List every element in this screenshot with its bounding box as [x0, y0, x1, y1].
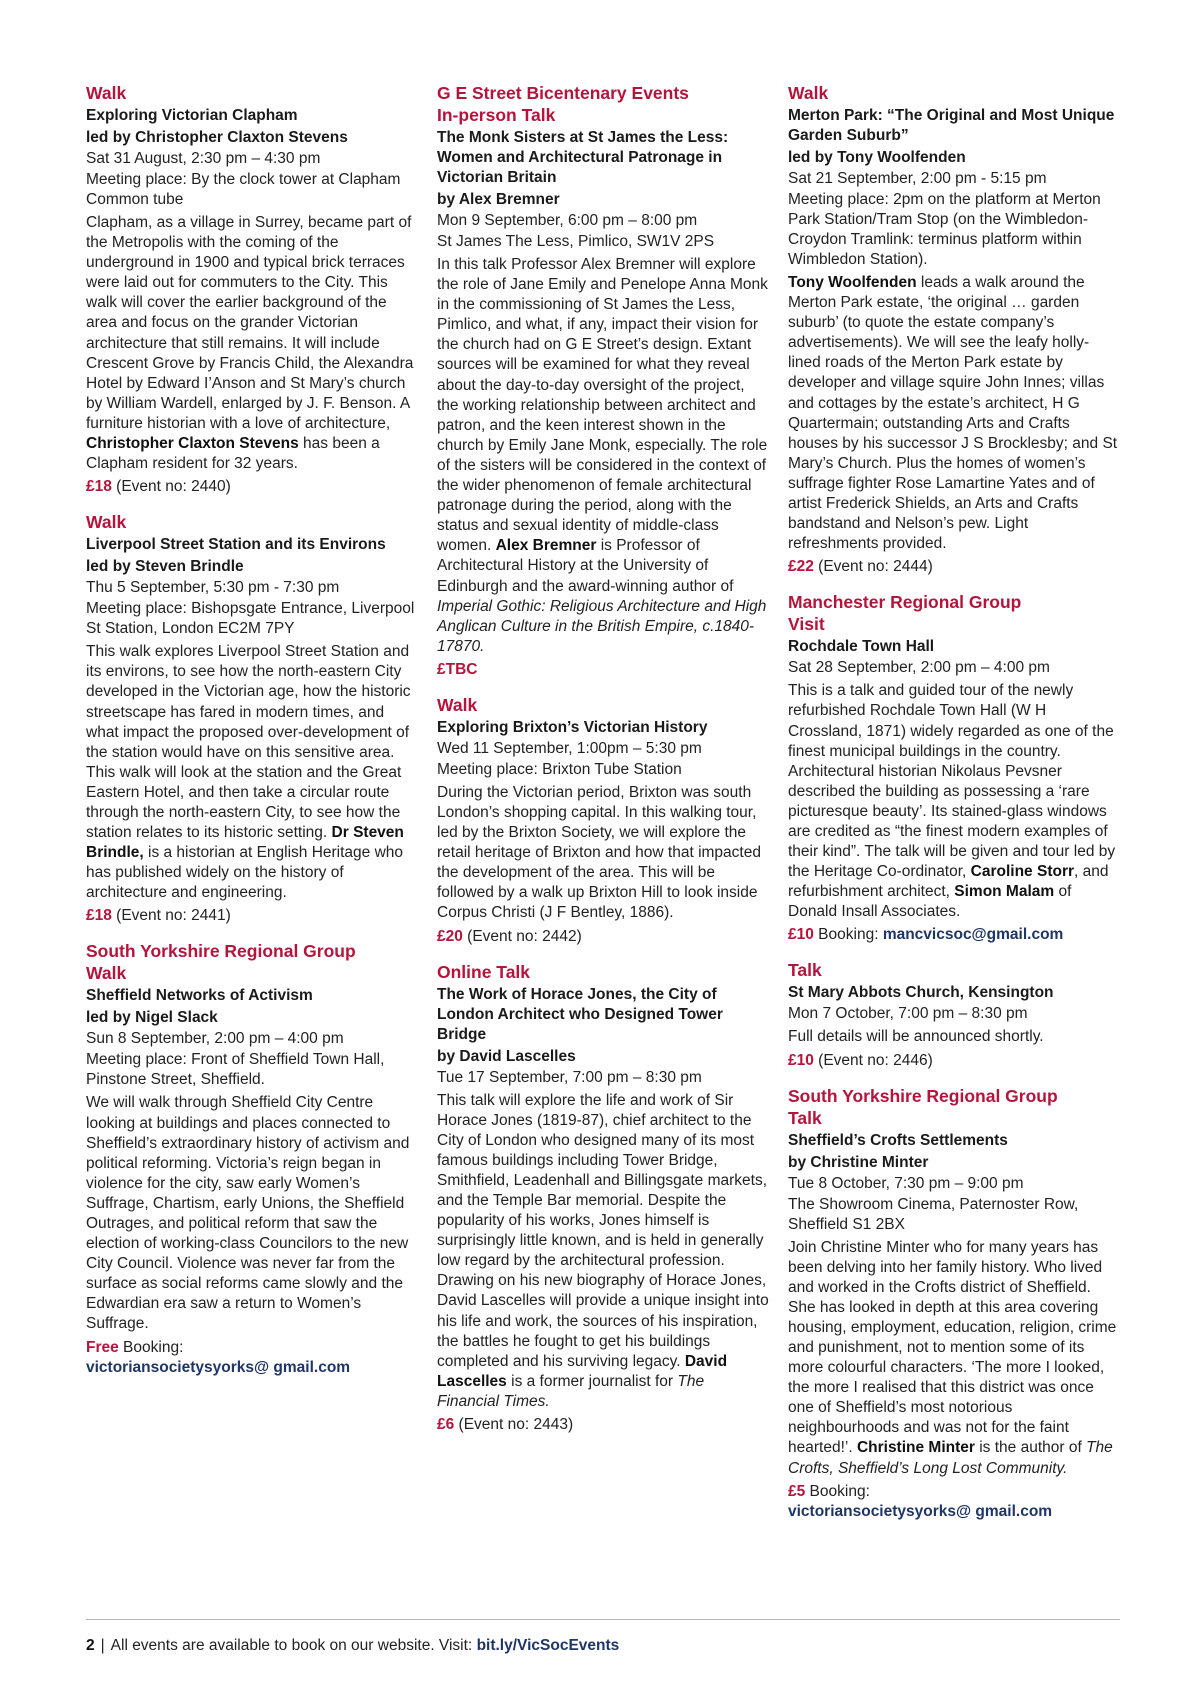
price-amount: £20 [437, 927, 463, 945]
event-date-time: Sat 21 September, 2:00 pm - 5:15 pm [788, 170, 1047, 187]
event-listing [437, 82, 769, 680]
event-category: Walk [86, 512, 127, 533]
description-text: is a historian at English Heritage who has published widely on the history of architecture and engineering. [86, 844, 404, 902]
event-listing [788, 959, 1120, 1070]
event-title: The Monk Sisters at St James the Less: Women and Architectural Patronage in Victorian Britain [437, 129, 729, 186]
description-text: We will walk through Sheffield City Centre looking at buildings and places connected to Sheffield’s extraordinary history of activism and political reforming. Victoria’s reign began in violence for the city, saw early Women’s Suffrage, Chartism, early Unions, the Sheffield Outrages, and political reform that saw the election of working-class Councilors to the new City Council. Violence was never far from the surface as social reforms came slowly and the Edwardian era saw a return to Women’s Suffrage. [86, 1094, 410, 1333]
event-price [437, 927, 769, 947]
page-number: 2 [86, 1637, 95, 1654]
description-text: is the author of [974, 1439, 1087, 1457]
event-category: Manchester Regional Group [788, 592, 1022, 613]
event-description [86, 213, 418, 474]
event-title: Sheffield’s Crofts Settlements [788, 1131, 1008, 1149]
event-category: Online Talk [437, 961, 531, 982]
highlighted-name: Christopher Claxton Stevens [86, 435, 299, 453]
price-note: Booking: [118, 1338, 184, 1356]
description-text: has been a Clapham resident for 32 years. [86, 435, 380, 473]
event-title: Merton Park: “The Original and Most Unique Garden Suburb” [788, 107, 1115, 144]
event-description [86, 642, 418, 903]
event-title: Rochdale Town Hall [788, 638, 935, 656]
events-website-link[interactable]: bit.ly/VicSocEvents [476, 1637, 620, 1654]
event-category: Walk [86, 963, 127, 984]
footer-separator: | [100, 1637, 105, 1654]
event-listing [788, 591, 1120, 945]
price-amount: £10 [788, 1051, 814, 1069]
booking-email-link[interactable]: victoriansocietysyorks@ gmail.com [86, 1358, 351, 1376]
event-presenter: led by Tony Woolfenden [788, 149, 966, 166]
price-amount: £5 [788, 1482, 806, 1500]
event-date-time: Sat 28 September, 2:00 pm – 4:00 pm [788, 659, 1050, 677]
event-date-time: Sun 8 September, 2:00 pm – 4:00 pm [86, 1030, 344, 1048]
price-note: (Event no: 2444) [813, 558, 933, 576]
highlighted-name: David Lascelles [437, 1352, 728, 1390]
event-description [788, 273, 1120, 554]
description-text: Full details will be announced shortly. [788, 1028, 1044, 1046]
event-presenter: by Alex Bremner [437, 191, 560, 208]
event-presenter: by David Lascelles [437, 1047, 576, 1065]
event-description [788, 1027, 1120, 1047]
event-presenter: led by Christopher Claxton Stevens [86, 129, 348, 146]
event-category: South Yorkshire Regional Group [86, 941, 356, 962]
book-title: Imperial Gothic: Religious Architecture and High Anglican Culture in the British Empire, c.1840-17870. [437, 597, 767, 655]
event-title: The Work of Horace Jones, the City of London Architect who Designed Tower Bridge [437, 985, 723, 1043]
highlighted-name: Caroline Storr [970, 863, 1075, 881]
event-listing [86, 940, 418, 1377]
event-date-time: Wed 11 September, 1:00pm – 5:30 pm [437, 739, 702, 757]
event-presenter: by Christine Minter [788, 1153, 929, 1171]
book-title: The Crofts, Sheffield’s Long Lost Community. [788, 1439, 1113, 1477]
event-title: Exploring Victorian Clapham [86, 107, 298, 124]
column-2 [437, 82, 769, 1449]
event-price [86, 1338, 418, 1378]
event-price [788, 925, 1120, 945]
event-columns [86, 82, 1120, 1536]
highlighted-name: Dr Steven Brindle, [86, 824, 404, 862]
event-venue: Meeting place: Brixton Tube Station [437, 760, 682, 778]
description-text: This walk explores Liverpool Street Station and its environs, to see how the north-eastern City developed in the Victorian age, how the historic streetscape has fared in modern times, and what impact the proposed over-development of the station would have on this sensitive area. This walk will look at the station and the Great Eastern Hotel, and then take a circular route through the north-eastern City, to see how the station relates to its historic setting. [86, 643, 411, 842]
event-date-time: Tue 17 September, 7:00 pm – 8:30 pm [437, 1068, 702, 1086]
event-title: Exploring Brixton’s Victorian History [437, 718, 708, 736]
highlighted-name: Christine Minter [856, 1439, 975, 1457]
price-note: Booking: [805, 1482, 870, 1500]
event-category: Walk [86, 83, 127, 103]
booking-email-link[interactable]: victoriansocietysyorks@ gmail.com [788, 1502, 1053, 1520]
event-category: G E Street Bicentenary Events [437, 83, 689, 103]
price-note: (Event no: 2443) [454, 1416, 574, 1434]
event-price [437, 1415, 769, 1435]
price-amount: £10 [788, 926, 814, 944]
booking-email-link[interactable]: mancvicsoc@gmail.com [882, 926, 1064, 944]
footer [86, 1636, 619, 1656]
event-description [788, 681, 1120, 922]
event-venue: Meeting place: Bishopsgate Entrance, Liverpool St Station, London EC2M 7PY [86, 600, 415, 638]
price-amount: £18 [86, 907, 112, 925]
event-category: Talk [788, 1107, 822, 1128]
event-price [788, 1051, 1120, 1071]
event-price [437, 660, 769, 680]
event-listing [86, 511, 418, 926]
event-price [86, 906, 418, 926]
book-title: The Financial Times. [437, 1372, 705, 1410]
highlighted-name: Simon Malam [954, 883, 1055, 901]
price-note: Booking: [813, 926, 883, 944]
description-text: This talk will explore the life and work of Sir Horace Jones (1819-87), chief architect to the City of London who designed many of its most famous buildings including Tower Bridge, Smithfield, Leadenhall and Billingsgate markets, and the Temple Bar memorial. Despite the popularity of his works, Jones himself is surprisingly little known, and is held in generally low regard by the architectural profession. Drawing on his new biography of Horace Jones, David Lascelles will provide a unique insight into his life and work, the sources of his inspiration, the battles he fought to get his buildings completed and his surviving legacy. [437, 1091, 769, 1370]
event-category: In-person Talk [437, 105, 556, 125]
event-description [437, 1091, 769, 1413]
event-description [788, 1238, 1120, 1479]
event-venue: Meeting place: By the clock tower at Clapham Common tube [86, 171, 401, 208]
column-1 [86, 82, 418, 1392]
event-title: Liverpool Street Station and its Environs [86, 536, 386, 554]
column-3 [788, 82, 1120, 1536]
footer-divider [86, 1619, 1120, 1620]
description-text: Join Christine Minter who for many years has been delving into her family history. Who lived and worked in the Crofts district of Sheffield. She has looked in depth at this area covering housing, employment, education, religion, crime and punishment, not to mention some of its more colourful characters. ‘The more I looked, the more I realised that this district was once one of Sheffield’s most notorious neighbourhoods and was not for the faint hearted!’. [788, 1238, 1117, 1457]
description-text: is Professor of Architectural History at the University of Edinburgh and the award-winning author of [437, 537, 734, 595]
price-amount: £6 [437, 1416, 455, 1434]
description-text: In this talk Professor Alex Bremner will explore the role of Jane Emily and Penelope Anna Monk in the commissioning of St James the Less, Pimlico, and what, if any, impact their vision for the church had on G E Street’s design. Extant sources will be examined for what they reveal about the day-to-day oversight of the project, the working relationship between architect and patron, and the keen interest shown in the church by Emily Jane Monk, especially. The role of the sisters will be considered in the context of the wider phenomenon of female architectural patronage during the period, along with the status and sexual identity of middle-class women. [437, 256, 768, 555]
event-description [86, 1093, 418, 1334]
description-text: During the Victorian period, Brixton was south London’s shopping capital. In this walking tour, led by the Brixton Society, we will explore the retail heritage of Brixton and how that impacted the development of the area. This will be followed by a walk up Brixton Hill to look inside Corpus Christi (J F Bentley, 1886). [437, 783, 761, 922]
event-category: Visit [788, 614, 825, 635]
event-price [86, 477, 418, 497]
footer-text: All events are available to book on our website. Visit: [110, 1637, 477, 1654]
description-text: , and refurbishment architect, [788, 863, 1109, 901]
event-venue: St James The Less, Pimlico, SW1V 2PS [437, 233, 715, 250]
event-listing [788, 1085, 1120, 1522]
event-description [437, 255, 769, 657]
event-presenter: led by Nigel Slack [86, 1009, 218, 1027]
description-text: leads a walk around the Merton Park estate, ‘the original … garden suburb’ (to quote the estate company’s advertisements). We will see the leafy holly-lined roads of the Merton Park estate by developer and village squire John Innes; villas and cottages by the estate’s architect, H G Quartermain; outstanding Arts and Crafts houses by his successor J S Brocklesby; and St Mary’s Church. Plus the homes of women’s suffrage fighter Rose Lamartine Yates and of artist Frederick Shields, an Arts and Crafts bandstand and Nelson’s pew. Light refreshments provided. [788, 274, 1118, 553]
event-category: Walk [437, 694, 478, 715]
price-note: (Event no: 2446) [813, 1051, 933, 1069]
event-date-time: Mon 7 October, 7:00 pm – 8:30 pm [788, 1005, 1028, 1023]
event-date-time: Tue 8 October, 7:30 pm – 9:00 pm [788, 1174, 1024, 1192]
highlighted-name: Alex Bremner [495, 537, 597, 555]
event-category: Walk [788, 83, 829, 103]
description-text: is a former journalist for [506, 1372, 678, 1390]
event-description [437, 783, 769, 924]
event-title: St Mary Abbots Church, Kensington [788, 984, 1054, 1002]
event-presenter: led by Steven Brindle [86, 558, 244, 576]
price-amount: £TBC [437, 660, 478, 678]
description-text: Clapham, as a village in Surrey, became part of the Metropolis with the coming of the underground in 1900 and typical brick terraces were laid out for commuters to the City. This walk will cover the earlier background of the area and focus on the grander Victorian architecture that still remains. It will include Crescent Grove by Francis Child, the Alexandra Hotel by Edward I’Anson and St Mary’s church by William Wardell, enlarged by J. F. Benson. A furniture historian with a love of architecture, [86, 214, 414, 432]
event-category: Talk [788, 960, 822, 981]
event-venue: The Showroom Cinema, Paternoster Row, Sheffield S1 2BX [788, 1195, 1079, 1233]
price-amount: £22 [788, 558, 814, 576]
highlighted-name: Tony Woolfenden [788, 274, 917, 291]
event-title: Sheffield Networks of Activism [86, 987, 313, 1005]
event-listing [437, 961, 769, 1436]
description-text: This is a talk and guided tour of the newly refurbished Rochdale Town Hall (W H Crossland, 1871) widely regarded as one of the finest municipal buildings in the country. Architectural historian Nikolaus Pevsner described the building as possessing a ‘rare picturesque beauty’. Its stained-glass windows are credited as “the finest modern examples of their kind”. The talk will be given and tour led by the Heritage Co-ordinator, [788, 682, 1116, 881]
event-venue: Meeting place: 2pm on the platform at Merton Park Station/Tram Stop (on the Wimbledon-Croydon Tramlink: terminus platform within Wimbledon Station). [788, 191, 1101, 268]
price-note: (Event no: 2442) [462, 927, 582, 945]
event-date-time: Thu 5 September, 5:30 pm - 7:30 pm [86, 579, 340, 597]
price-note: (Event no: 2440) [111, 478, 231, 496]
price-amount: £18 [86, 478, 112, 496]
event-date-time: Sat 31 August, 2:30 pm – 4:30 pm [86, 150, 321, 167]
event-venue: Meeting place: Front of Sheffield Town Hall, Pinstone Street, Sheffield. [86, 1051, 385, 1089]
price-note: (Event no: 2441) [111, 907, 231, 925]
event-price [788, 1482, 1120, 1522]
event-category: South Yorkshire Regional Group [788, 1085, 1058, 1106]
price-amount: Free [86, 1338, 119, 1356]
event-price [788, 557, 1120, 577]
event-date-time: Mon 9 September, 6:00 pm – 8:00 pm [437, 212, 698, 229]
event-listing [86, 82, 418, 497]
description-text: of Donald Insall Associates. [788, 883, 1072, 921]
event-listing [788, 82, 1120, 577]
event-listing [437, 694, 769, 947]
